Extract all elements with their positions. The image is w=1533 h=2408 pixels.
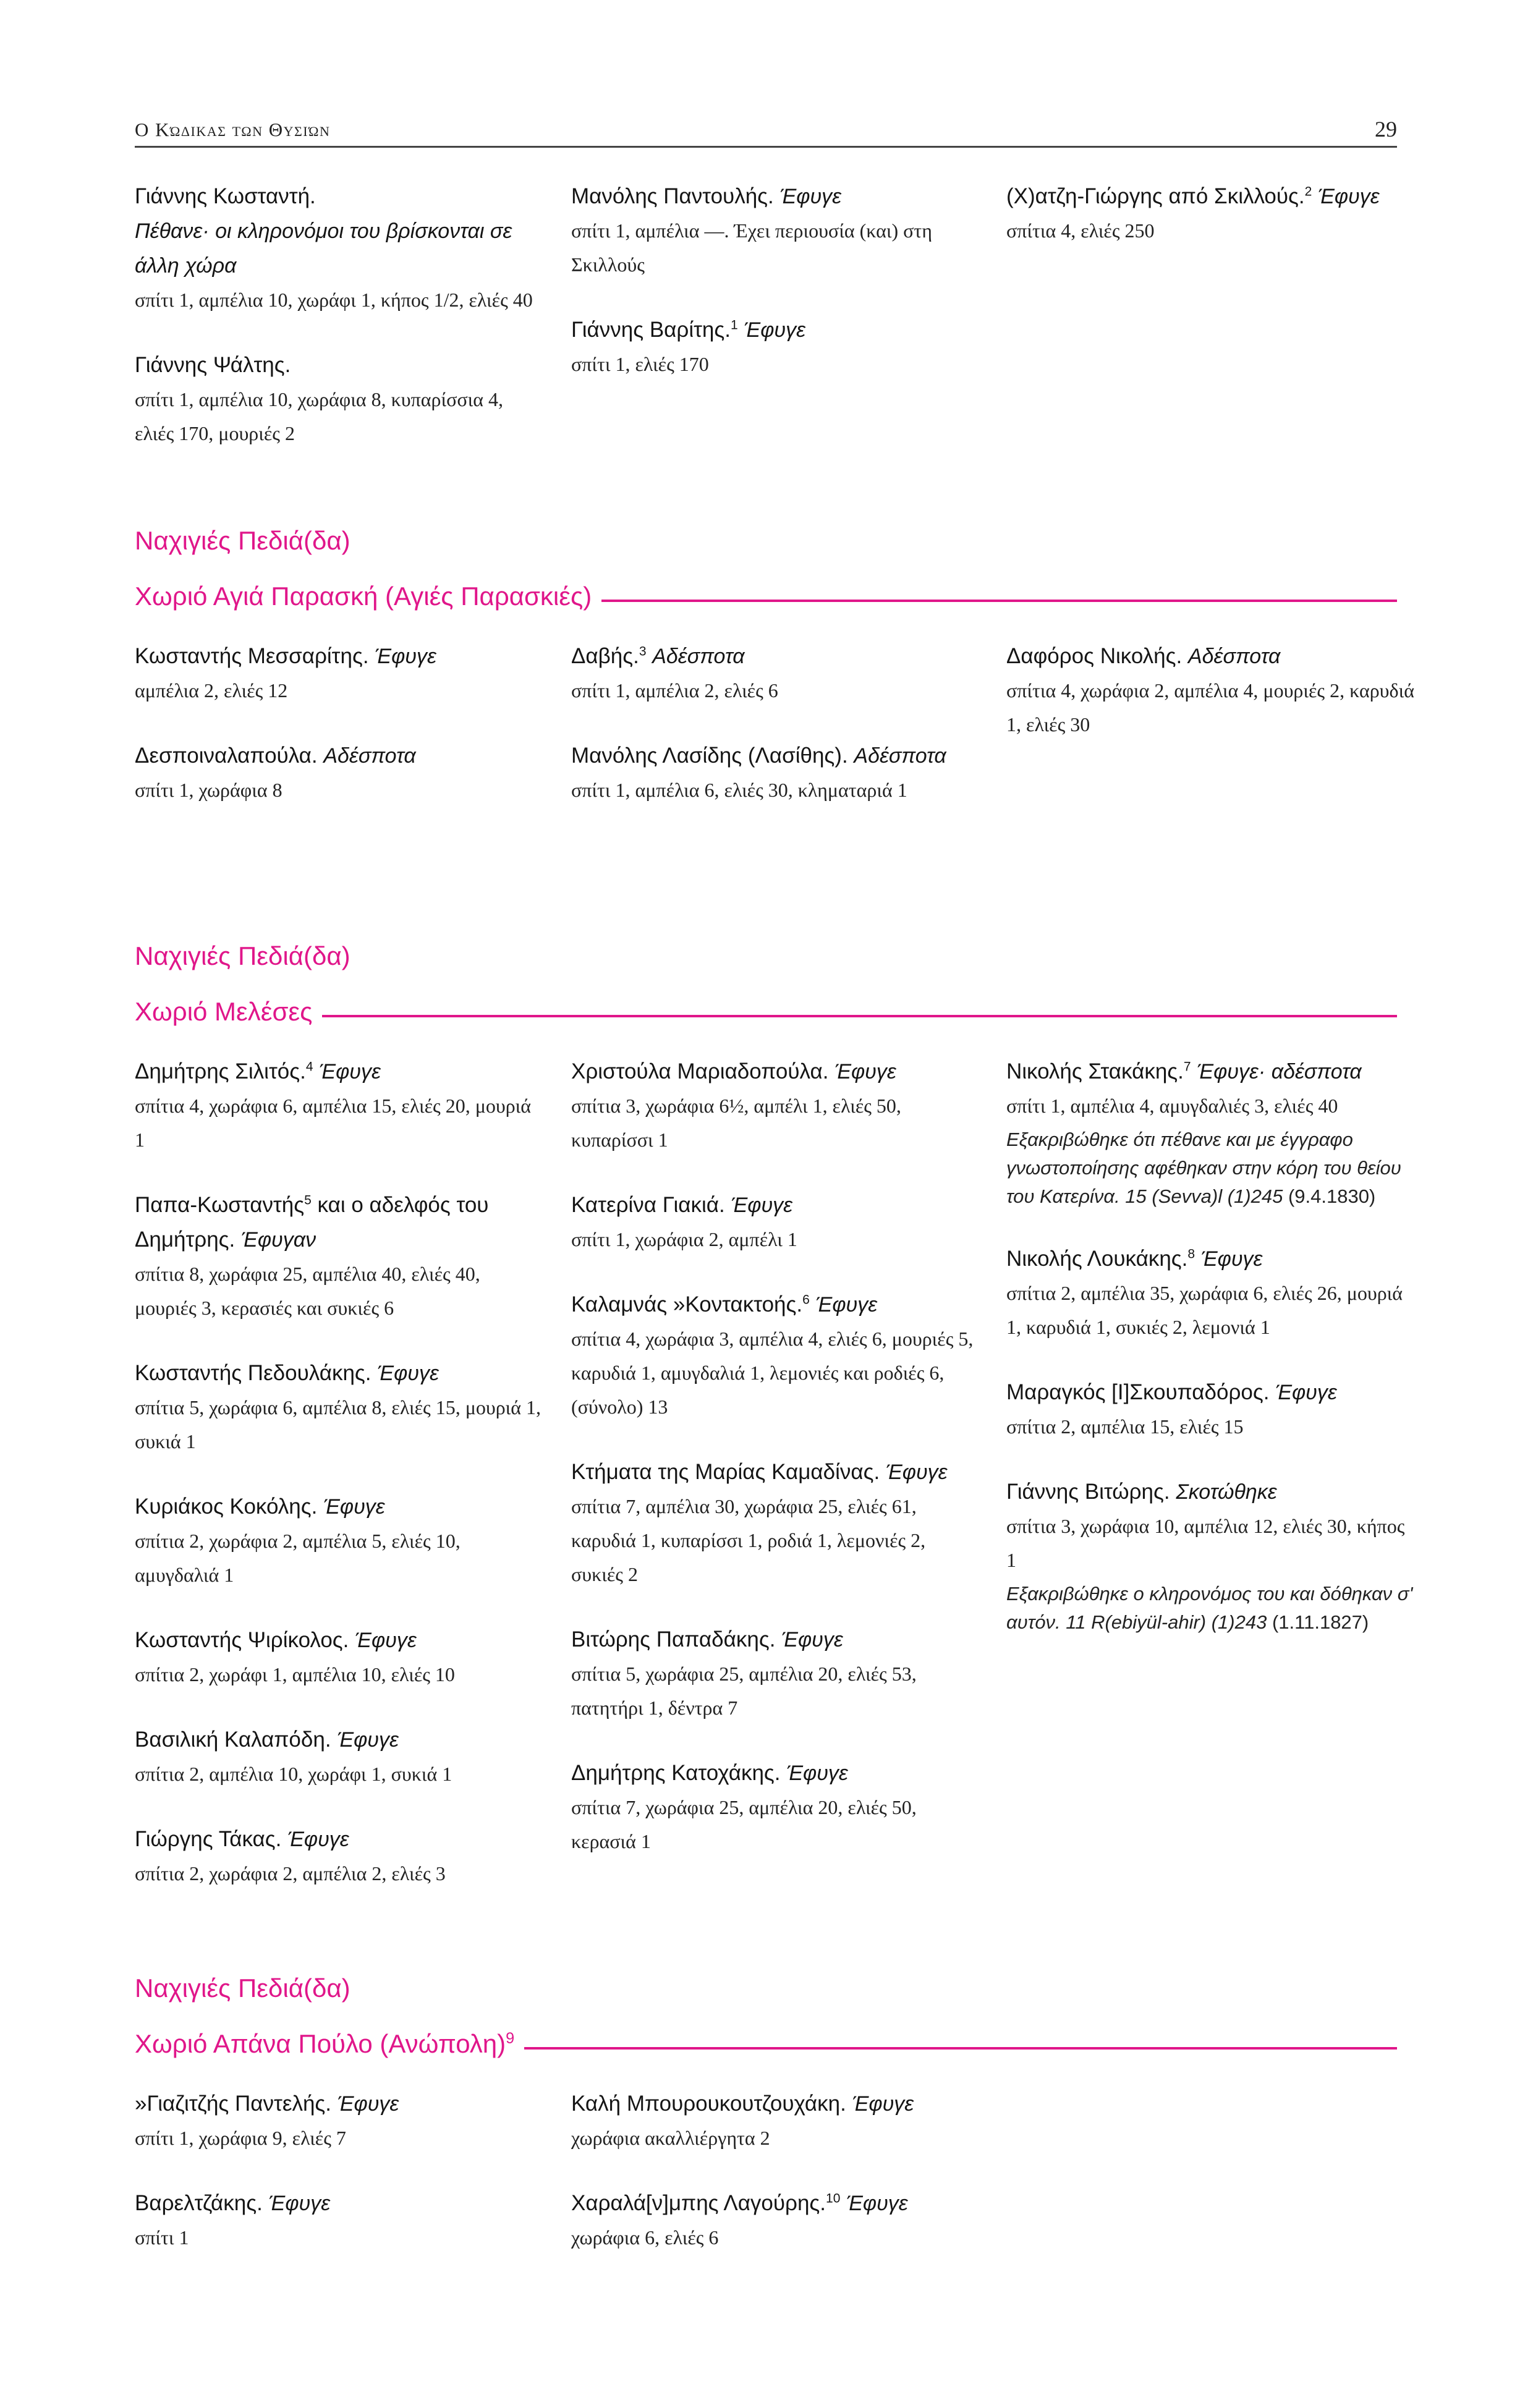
owner-status: Έφυγε — [337, 2092, 399, 2116]
owner-entry — [571, 1756, 979, 1859]
owner-status: Έφυγε — [779, 185, 842, 208]
footnote-ref: 4 — [305, 1059, 313, 1074]
owner-name-line — [571, 1054, 979, 1089]
property-list: σπίτια 2, αμπέλια 10, χωράφι 1, συκιά 1 — [135, 1763, 452, 1785]
owner-name: Γιάννης Βιτώρης. — [1006, 1480, 1170, 1504]
owner-name-line — [571, 2186, 979, 2221]
owner-status: Έφυγε — [786, 1761, 848, 1785]
owner-name: Γιάννης Κωσταντή. — [135, 184, 316, 208]
owner-name: Κωσταντής Ψιρίκολος. — [135, 1628, 349, 1652]
owner-name-rest: και ο αδελφός του Δημήτρης. — [135, 1193, 489, 1252]
property-list: σπίτια 4, ελιές 250 — [1006, 219, 1155, 242]
owner-status: Έφυγε· αδέσποτα — [1197, 1060, 1362, 1083]
owner-name-line — [1006, 179, 1414, 214]
property-list: σπίτια 5, χωράφια 25, αμπέλια 20, ελιές 53, πατητήρι 1, δέντρα 7 — [571, 1663, 917, 1719]
owner-status: Έφυγε — [1318, 185, 1380, 208]
note-date: (1.11.1827) — [1272, 1611, 1369, 1633]
owner-entry — [1006, 1242, 1414, 1344]
owner-status: Αδέσποτα — [652, 645, 745, 668]
owner-name-line — [571, 313, 979, 347]
property-list: σπίτια 2, αμπέλια 15, ελιές 15 — [1006, 1415, 1244, 1438]
owner-entry — [135, 1054, 543, 1157]
owner-name: Κωσταντής Πεδουλάκης. — [135, 1361, 372, 1385]
property-list: σπίτια 8, χωράφια 25, αμπέλια 40, ελιές 40, μουριές 3, κερασιές και συκιές 6 — [135, 1263, 480, 1319]
owner-entry — [135, 1623, 543, 1692]
property-list: χωράφια ακαλλιέργητα 2 — [571, 2127, 770, 2149]
owner-status: Σκοτώθηκε — [1176, 1480, 1277, 1504]
owner-status: Έφυγε — [355, 1629, 417, 1652]
owner-name-line — [571, 1188, 979, 1223]
owner-status: Αδέσποτα — [323, 744, 416, 768]
owner-status: Έφυγε — [815, 1293, 878, 1316]
owner-name: Γιώργης Τάκας. — [135, 1827, 282, 1851]
owner-name: Νικολής Λουκάκης. — [1006, 1247, 1188, 1271]
owner-name-line — [1006, 1475, 1414, 1509]
owner-name: Κωσταντής Μεσσαρίτης. — [135, 644, 369, 668]
owner-name: Μαραγκός [Ι]Σκουπαδόρος. — [1006, 1380, 1270, 1404]
note-text: Εξακριβώθηκε ο κληρονόμος του και δόθηκαν σ' αυτόν. 11 R(ebiyül-ahir) (1)243 — [1006, 1583, 1413, 1633]
page-number: 29 — [1375, 117, 1397, 142]
owner-entry — [571, 639, 979, 708]
owner-status: Έφυγε — [781, 1628, 843, 1651]
owner-status: Έφυγε — [268, 2192, 331, 2215]
property-list: σπίτι 1, αμπέλια 6, ελιές 30, κληματαριά 1 — [571, 779, 907, 801]
property-list: χωράφια 6, ελιές 6 — [571, 2226, 719, 2249]
property-list: σπίτια 4, χωράφια 3, αμπέλια 4, ελιές 6, μουριές 5, καρυδιά 1, αμυγδαλιά 1, λεμονιές και ροδιές 6, (σύνολο) 13 — [571, 1328, 974, 1418]
owner-name: »Γιαζιτζής Παντελής. — [135, 2092, 332, 2116]
footnote-ref: 9 — [506, 2030, 515, 2047]
owner-name: Χαραλά[ν]μπης Λαγούρης. — [571, 2191, 826, 2215]
entry-column — [135, 179, 543, 481]
owner-status: Έφυγε — [375, 645, 436, 668]
owner-name-line — [571, 1622, 979, 1657]
footnote-ref: 5 — [304, 1193, 312, 1208]
property-list: σπίτια 4, χωράφια 6, αμπέλια 15, ελιές 20, μουριά 1 — [135, 1095, 532, 1151]
owner-name: Βαρελτζάκης. — [135, 2191, 263, 2215]
region-heading: Ναχιγιές Πεδιά(δα) — [135, 526, 350, 555]
owner-name-line — [571, 739, 979, 773]
property-list: σπίτια 3, χωράφια 6½, αμπέλι 1, ελιές 50, κυπαρίσσι 1 — [571, 1095, 901, 1151]
owner-name: Καλαμνάς »Κοντακτοής. — [571, 1292, 803, 1316]
footnote-ref: 3 — [639, 644, 647, 659]
owner-entry — [1006, 1475, 1414, 1637]
section-agia-paraskevi — [135, 525, 1414, 801]
owner-name: Μανόλης Λασίδης (Λασίθης). — [571, 744, 848, 768]
entry-column — [571, 639, 979, 838]
entry-column — [571, 2087, 979, 2286]
owner-entry — [571, 739, 979, 807]
owner-name: Νικολής Στακάκης. — [1006, 1059, 1184, 1083]
property-list: αμπέλια 2, ελιές 12 — [135, 679, 288, 702]
owner-name: Χριστούλα Μαριαδοπούλα. — [571, 1059, 829, 1083]
owner-name-line — [135, 1356, 543, 1391]
owner-name-line — [571, 1287, 979, 1322]
owner-entry — [1006, 179, 1414, 248]
entry-column — [135, 639, 543, 838]
owner-entry — [1006, 1054, 1414, 1211]
owner-status: Αδέσποτα — [854, 744, 946, 768]
entry-column — [135, 1054, 543, 1922]
property-list: σπίτια 2, χωράφια 2, αμπέλια 5, ελιές 10, αμυγδαλιά 1 — [135, 1530, 461, 1586]
archival-note — [1006, 1580, 1414, 1637]
owner-status: Έφυγε — [846, 2192, 908, 2215]
owner-status: Έφυγε — [319, 1060, 381, 1083]
village-name: Χωριό Απάνα Πούλο $(A\nu ώ\pi o\lambda\eta)^9$ — [135, 2029, 524, 2058]
owner-entry — [135, 348, 543, 451]
footnote-ref: 1 — [731, 318, 738, 333]
entry-column — [571, 179, 979, 412]
village-heading — [135, 2029, 1397, 2059]
owner-entry — [135, 2087, 543, 2155]
owner-entry — [571, 1455, 979, 1592]
section-meleses — [135, 941, 1413, 1884]
owner-name: (Χ)ατζη-Γιώργης από Σκιλλούς. — [1006, 184, 1305, 208]
section-apana-poulo — [135, 1973, 1397, 2249]
owner-name: Βασιλική Καλαπόδη. — [135, 1728, 331, 1752]
owner-name-line — [571, 639, 979, 674]
owner-name-line — [135, 1054, 543, 1089]
village-name: Χωριό Μελέσες — [135, 997, 322, 1026]
owner-name: Παπα-Κωσταντής — [135, 1193, 305, 1217]
property-list: σπίτι 1, χωράφια 9, ελιές 7 — [135, 2127, 346, 2149]
entry-column — [1006, 179, 1414, 279]
footnote-ref: 10 — [826, 2191, 841, 2206]
property-list: σπίτι 1, χωράφια 8 — [135, 779, 282, 801]
owner-status: Έφυγε — [852, 2092, 914, 2116]
property-list: σπίτια 3, χωράφια 10, αμπέλια 12, ελιές 30, κήπος 1 — [1006, 1515, 1405, 1571]
owner-entry — [571, 179, 979, 282]
region-heading: Ναχιγιές Πεδιά(δα) — [135, 1973, 350, 2003]
owner-entry — [571, 2087, 979, 2155]
running-title: Ο Κώδικας των Θυσιών — [135, 119, 331, 140]
owner-name: Δημήτρης Σιλιτός. — [135, 1059, 306, 1083]
property-list: σπίτια 2, αμπέλια 35, χωράφια 6, ελιές 26, μουριά 1, καρυδιά 1, συκιές 2, λεμονιά 1 — [1006, 1282, 1403, 1338]
owner-entry — [135, 1723, 543, 1791]
archival-note — [1006, 1126, 1414, 1211]
owner-name: Βιτώρης Παπαδάκης. — [571, 1627, 776, 1651]
owner-status: Έφυγαν — [241, 1228, 316, 1252]
owner-entry — [571, 1622, 979, 1725]
owner-status: Έφυγε — [377, 1362, 439, 1385]
owner-name-line — [1006, 1375, 1414, 1410]
owner-name-line — [135, 2186, 543, 2221]
owner-status: Έφυγε — [885, 1460, 948, 1484]
owner-entry — [571, 1287, 979, 1424]
owner-name-line — [135, 348, 543, 383]
owner-name-line — [135, 2087, 543, 2121]
owner-entry — [1006, 639, 1414, 742]
owner-name: Δαβής. — [571, 644, 639, 668]
property-list: σπίτι 1, αμπέλια 10, χωράφια 8, κυπαρίσσια 4, ελιές 170, μουριές 2 — [135, 388, 503, 444]
owner-name: Κατερίνα Γιακιά. — [571, 1193, 725, 1217]
owner-name-line — [1006, 1054, 1414, 1089]
owner-status: Έφυγε — [744, 318, 806, 342]
owner-entry — [135, 179, 543, 317]
owner-name-line — [135, 639, 543, 674]
owner-name: Γιάννης Ψάλτης. — [135, 353, 291, 377]
footnote-ref: 6 — [802, 1292, 810, 1307]
owner-status: Έφυγε — [337, 1728, 399, 1752]
owner-name-line — [135, 739, 543, 773]
property-list: σπίτι 1, αμπέλια 4, αμυγδαλιές 3, ελιές 40 — [1006, 1095, 1338, 1117]
note-text: Εξακριβώθηκε ότι πέθανε και με έγγραφο γνωστοποίησης αφέθηκαν στην κόρη του θείου του Κατερίνα. 15 (Sevva)l (1)245 — [1006, 1129, 1401, 1207]
owner-name-line — [135, 1822, 543, 1857]
owner-entry — [135, 739, 543, 807]
owner-entry — [135, 1356, 543, 1459]
owner-name-line — [1006, 639, 1414, 674]
footnote-ref: 2 — [1304, 184, 1312, 199]
property-list: σπίτια 7, χωράφια 25, αμπέλια 20, ελιές 50, κερασιά 1 — [571, 1796, 917, 1852]
property-list: σπίτι 1, ελιές 170 — [571, 353, 709, 375]
owner-name: Δαφόρος Νικολής. — [1006, 644, 1183, 668]
property-list: σπίτια 7, αμπέλια 30, χωράφια 25, ελιές 61, καρυδιά 1, κυπαρίσσι 1, ροδιά 1, λεμονιές 2, συκιές 2 — [571, 1495, 926, 1585]
entry-column — [1006, 639, 1414, 773]
owner-status: Έφυγε — [1275, 1381, 1337, 1404]
property-list: σπίτι 1, χωράφια 2, αμπέλι 1 — [571, 1228, 797, 1250]
owner-name: Δεσποιναλαπούλα. — [135, 744, 318, 768]
note-date: (9.4.1830) — [1288, 1185, 1376, 1207]
owner-name-line — [571, 1455, 979, 1490]
property-list: σπίτι 1 — [135, 2226, 189, 2249]
owner-name: Δημήτρης Κατοχάκης. — [571, 1761, 781, 1785]
property-list: σπίτια 4, χωράφια 2, αμπέλια 4, μουριές 2, καρυδιά 1, ελιές 30 — [1006, 679, 1414, 736]
owner-status: Αδέσποτα — [1187, 645, 1281, 668]
entry-column — [571, 1054, 979, 1889]
owner-name: Γιάννης Βαρίτης. — [571, 318, 731, 342]
village-rule — [135, 1015, 1397, 1017]
footnote-ref: 8 — [1187, 1247, 1195, 1261]
owner-entry — [1006, 1375, 1414, 1444]
owner-status: Έφυγε — [834, 1060, 896, 1083]
owner-entry — [571, 1188, 979, 1257]
owner-name: Μανόλης Παντουλής. — [571, 184, 774, 208]
owner-entry — [571, 1054, 979, 1157]
owner-name-line — [1006, 1242, 1414, 1276]
owner-entry — [135, 639, 543, 708]
footnote-ref: 7 — [1183, 1059, 1191, 1074]
owner-entry — [571, 313, 979, 381]
owner-entry — [135, 2186, 543, 2255]
property-list: σπίτια 5, χωράφια 6, αμπέλια 8, ελιές 15, μουριά 1, συκιά 1 — [135, 1396, 541, 1452]
owner-status: Έφυγε — [1200, 1247, 1263, 1271]
owner-status: Πέθανε· οι κληρονόμοι του βρίσκονται σε άλλη χώρα — [135, 219, 512, 278]
property-list: σπίτια 2, χωράφι 1, αμπέλια 10, ελιές 10 — [135, 1663, 455, 1685]
owner-name-line — [135, 1723, 543, 1757]
village-heading — [135, 996, 1397, 1027]
owner-name-line — [135, 1623, 543, 1658]
village-heading — [135, 581, 1397, 612]
owner-name-line — [135, 179, 543, 214]
property-list: σπίτι 1, αμπέλια 2, ελιές 6 — [571, 679, 778, 702]
owner-name-line — [571, 2087, 979, 2121]
owner-name: Κτήματα της Μαρίας Καμαδίνας. — [571, 1460, 880, 1484]
owner-name-line — [571, 179, 979, 214]
property-list: σπίτι 1, αμπέλια 10, χωράφι 1, κήπος 1/2, ελιές 40 — [135, 289, 533, 311]
region-heading: Ναχιγιές Πεδιά(δα) — [135, 941, 350, 970]
entry-column — [135, 2087, 543, 2286]
owner-entry — [135, 1822, 543, 1891]
property-list: σπίτι 1, αμπέλια —. Έχει περιουσία (και) στη Σκιλλούς — [571, 219, 932, 276]
owner-name-line — [135, 1188, 543, 1257]
owner-entry — [135, 1188, 543, 1325]
owner-name: Κυριάκος Κοκόλης. — [135, 1494, 318, 1519]
owner-entry — [571, 2186, 979, 2255]
property-list: σπίτια 2, χωράφια 2, αμπέλια 2, ελιές 3 — [135, 1862, 446, 1884]
owner-status: Έφυγε — [323, 1495, 385, 1519]
owner-entry — [135, 1490, 543, 1592]
owner-name-line — [571, 1756, 979, 1791]
owner-name-line — [135, 1490, 543, 1524]
village-name: Χωριό Αγιά Παρασκή (Αγιές Παρασκιές) — [135, 582, 601, 611]
page-header — [135, 111, 1397, 148]
entry-column — [1006, 1054, 1414, 1668]
owner-status: Έφυγε — [731, 1193, 793, 1217]
owner-name: Καλή Μπουρουκουτζουχάκη. — [571, 2092, 846, 2116]
owner-status: Έφυγε — [287, 1828, 349, 1851]
